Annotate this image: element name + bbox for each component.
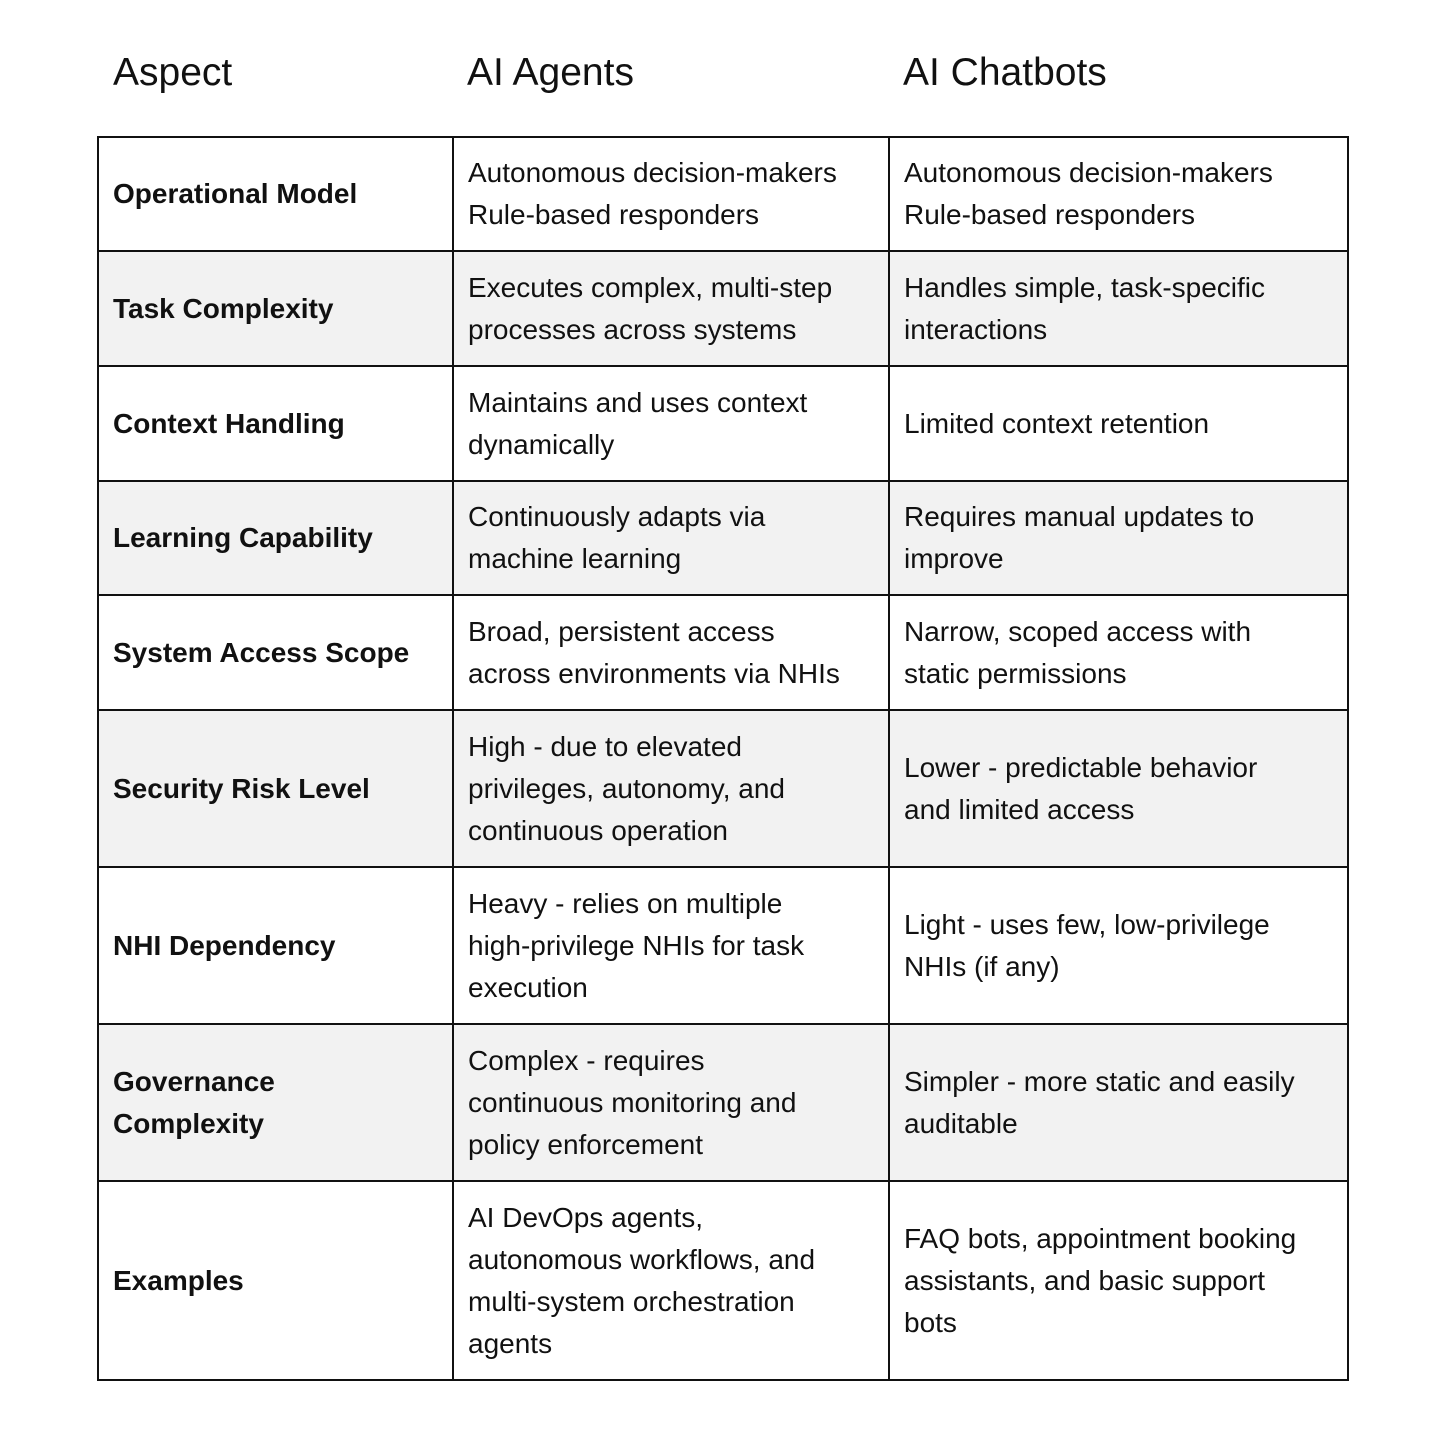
agents-cell <box>453 710 889 867</box>
cell-line: execution <box>468 971 588 1003</box>
table-row <box>98 867 1348 1024</box>
cell-line: AI DevOps agents, <box>468 1201 704 1233</box>
aspect-cell <box>98 867 453 1024</box>
cell-line: Governance <box>113 1065 275 1097</box>
agents-cell <box>453 481 889 595</box>
cell-line: Rule-based responders <box>904 199 1196 230</box>
aspect-cell <box>98 1024 453 1181</box>
agents-cell <box>453 137 889 251</box>
cell-line: System Access Scope <box>113 636 410 668</box>
cell-line: Broad, persistent access <box>468 615 775 647</box>
agents-cell <box>453 1024 889 1181</box>
cell-line: Context Handling <box>113 407 345 439</box>
cell-line: Operational Model <box>113 178 358 209</box>
cell-line: Security Risk Level <box>113 772 370 804</box>
cell-line: Executes complex, multi-step <box>468 271 833 303</box>
cell-line: static permissions <box>904 657 1127 689</box>
aspect-cell <box>98 710 453 867</box>
cell-line: Heavy - relies on multiple <box>468 887 783 919</box>
cell-line: continuous monitoring and <box>468 1086 797 1118</box>
aspect-cell <box>98 366 453 481</box>
cell-line: bots <box>904 1306 957 1338</box>
cell-line: improve <box>904 543 1004 574</box>
cell-line: multi-system orchestration <box>468 1285 795 1317</box>
cell-line: Complexity <box>113 1107 264 1139</box>
chatbots-cell <box>889 595 1348 710</box>
agents-cell <box>453 867 889 1024</box>
cell-line: dynamically <box>468 428 615 460</box>
cell-line: Examples <box>113 1264 244 1296</box>
table-row <box>98 251 1348 366</box>
cell-line: across environments via NHIs <box>468 657 840 689</box>
cell-line: NHI Dependency <box>113 929 336 961</box>
cell-line: High - due to elevated <box>468 730 742 762</box>
cell-line: Autonomous decision-makers <box>468 157 837 188</box>
cell-line: FAQ bots, appointment booking <box>904 1222 1297 1254</box>
cell-line: Autonomous decision-makers <box>904 157 1273 188</box>
cell-line: Lower - predictable behavior <box>904 751 1258 783</box>
cell-line: continuous operation <box>468 814 728 846</box>
cell-line: privileges, autonomy, and <box>468 772 785 804</box>
cell-line: interactions <box>904 313 1048 345</box>
aspect-cell <box>98 1181 453 1380</box>
table-row <box>98 1024 1348 1181</box>
agents-cell <box>453 366 889 481</box>
chatbots-cell <box>889 867 1348 1024</box>
cell-line: Light - uses few, low-privilege <box>904 908 1270 940</box>
table-row <box>98 595 1348 710</box>
cell-line: Rule-based responders <box>468 199 760 230</box>
cell-line: agents <box>468 1327 553 1359</box>
chatbots-cell <box>889 1024 1348 1181</box>
table-row <box>98 481 1348 595</box>
header-ai-agents: AI Agents <box>467 51 634 94</box>
header-ai-chatbots: AI Chatbots <box>903 51 1107 94</box>
cell-line: Limited context retention <box>904 407 1210 439</box>
chatbots-cell <box>889 481 1348 595</box>
cell-line: assistants, and basic support <box>904 1264 1266 1296</box>
agents-cell <box>453 251 889 366</box>
comparison-table-body <box>98 137 1348 1380</box>
table-row <box>98 1181 1348 1380</box>
cell-line: Continuously adapts via <box>468 501 766 532</box>
cell-line: high-privilege NHIs for task <box>468 929 805 961</box>
cell-line: Requires manual updates to <box>904 501 1255 532</box>
table-header <box>98 48 1346 98</box>
comparison-table <box>97 136 1349 1381</box>
chatbots-cell <box>889 137 1348 251</box>
cell-line: Complex - requires <box>468 1044 705 1076</box>
aspect-cell <box>98 595 453 710</box>
cell-line: Handles simple, task-specific <box>904 271 1266 303</box>
aspect-cell <box>98 137 453 251</box>
cell-line: Learning Capability <box>113 522 373 553</box>
chatbots-cell <box>889 251 1348 366</box>
chatbots-cell <box>889 1181 1348 1380</box>
cell-line: policy enforcement <box>468 1128 704 1160</box>
cell-line: Simpler - more static and easily <box>904 1065 1295 1097</box>
cell-line: NHIs (if any) <box>904 950 1060 982</box>
cell-line: processes across systems <box>468 313 797 345</box>
agents-cell <box>453 595 889 710</box>
cell-line: autonomous workflows, and <box>468 1243 816 1275</box>
cell-line: auditable <box>904 1107 1018 1139</box>
cell-line: Maintains and uses context <box>468 386 808 418</box>
aspect-cell <box>98 251 453 366</box>
cell-line: machine learning <box>468 543 682 574</box>
cell-line: and limited access <box>904 793 1135 825</box>
cell-line: Task Complexity <box>113 292 334 324</box>
table-row <box>98 710 1348 867</box>
agents-cell <box>453 1181 889 1380</box>
chatbots-cell <box>889 710 1348 867</box>
cell-line: Narrow, scoped access with <box>904 615 1252 647</box>
aspect-cell <box>98 481 453 595</box>
table-row <box>98 137 1348 251</box>
chatbots-cell <box>889 366 1348 481</box>
header-aspect: Aspect <box>113 51 233 94</box>
table-row <box>98 366 1348 481</box>
